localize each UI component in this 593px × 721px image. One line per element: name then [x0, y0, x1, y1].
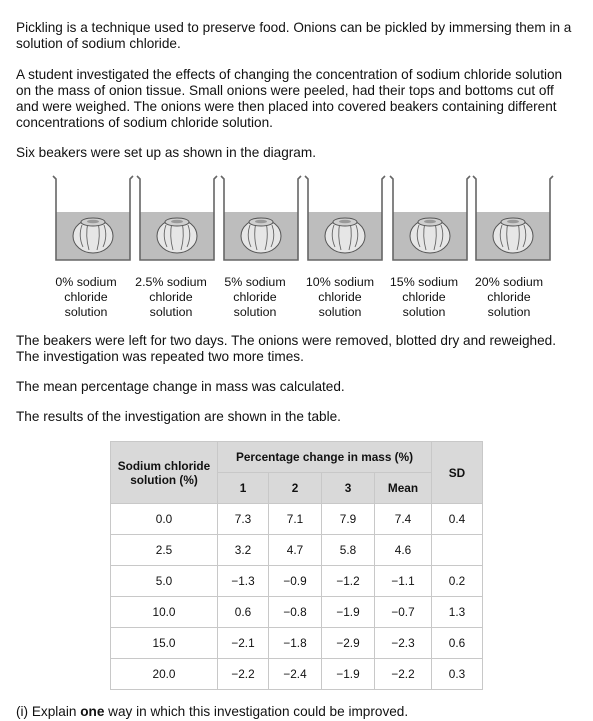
- trial-3-cell: −2.9: [322, 628, 375, 659]
- header-trial-3: 3: [322, 473, 375, 504]
- mean-cell: 4.6: [375, 535, 432, 566]
- beaker-label-line: 0% sodium: [55, 275, 117, 289]
- header-percentage-change: Percentage change in mass (%): [218, 442, 432, 473]
- mean-cell: −2.2: [375, 659, 432, 690]
- beaker-label-line: solution: [487, 305, 531, 319]
- beaker-label-3: [211, 275, 299, 320]
- trial-2-cell: −2.4: [269, 659, 322, 690]
- beaker-5: [389, 170, 471, 265]
- header-trial-1: 1: [218, 473, 269, 504]
- method-paragraph: The beakers were left for two days. The onions were removed, blotted dry and reweighed. The investigation was repeated two more times.: [16, 333, 557, 364]
- beaker-label-line: chloride: [64, 290, 108, 304]
- beaker-label-line: chloride: [402, 290, 446, 304]
- question-prefix: (i) Explain: [16, 704, 81, 719]
- calculation-paragraph: The mean percentage change in mass was calculated.: [16, 379, 345, 394]
- beaker-label-4: [296, 275, 384, 320]
- intro-paragraph-1: Pickling is a technique used to preserve food. Onions can be pickled by immersing them in a solution of sodium chloride.: [16, 20, 572, 51]
- sd-cell: 1.3: [432, 597, 483, 628]
- beaker-label-line: chloride: [318, 290, 362, 304]
- mean-cell: −1.1: [375, 566, 432, 597]
- beaker-label-6: [465, 275, 553, 320]
- trial-3-cell: 5.8: [322, 535, 375, 566]
- beaker-label-line: 5% sodium: [224, 275, 286, 289]
- trial-1-cell: 0.6: [218, 597, 269, 628]
- beaker-label-line: 20% sodium: [474, 275, 544, 289]
- trial-3-cell: −1.2: [322, 566, 375, 597]
- concentration-cell: 5.0: [111, 566, 218, 597]
- trial-2-cell: −0.8: [269, 597, 322, 628]
- table-row: [111, 659, 483, 690]
- concentration-cell: 2.5: [111, 535, 218, 566]
- trial-3-cell: 7.9: [322, 504, 375, 535]
- trial-2-cell: 7.1: [269, 504, 322, 535]
- table-row: [111, 597, 483, 628]
- results-table: [110, 441, 483, 690]
- trial-1-cell: −2.2: [218, 659, 269, 690]
- beaker-onion-icon: [220, 170, 302, 265]
- trial-3-cell: −1.9: [322, 659, 375, 690]
- beaker-label-line: chloride: [233, 290, 277, 304]
- sd-cell: 0.6: [432, 628, 483, 659]
- concentration-cell: 10.0: [111, 597, 218, 628]
- beaker-4: [304, 170, 386, 265]
- sd-cell: 0.4: [432, 504, 483, 535]
- beaker-label-5: [380, 275, 468, 320]
- beaker-6: [472, 170, 554, 265]
- concentration-cell: 15.0: [111, 628, 218, 659]
- beaker-label-line: chloride: [149, 290, 193, 304]
- table-row: [111, 504, 483, 535]
- header-trial-2: 2: [269, 473, 322, 504]
- sd-cell: [432, 535, 483, 566]
- trial-1-cell: −1.3: [218, 566, 269, 597]
- trial-2-cell: −1.8: [269, 628, 322, 659]
- header-sd: SD: [432, 442, 483, 504]
- results-intro-paragraph: The results of the investigation are shown in the table.: [16, 409, 341, 424]
- beaker-label-2: [127, 275, 215, 320]
- trial-1-cell: −2.1: [218, 628, 269, 659]
- mean-cell: 7.4: [375, 504, 432, 535]
- mean-cell: −0.7: [375, 597, 432, 628]
- question-emphasis: one: [80, 704, 105, 719]
- sd-cell: 0.2: [432, 566, 483, 597]
- question-i: [16, 704, 576, 720]
- intro-paragraph-3: Six beakers were set up as shown in the diagram.: [16, 145, 316, 160]
- trial-3-cell: −1.9: [322, 597, 375, 628]
- beaker-onion-icon: [472, 170, 554, 265]
- table-row: [111, 628, 483, 659]
- header-mean: Mean: [375, 473, 432, 504]
- beaker-label-line: 10% sodium: [305, 275, 375, 289]
- concentration-cell: 20.0: [111, 659, 218, 690]
- beaker-label-line: solution: [64, 305, 108, 319]
- table-row: [111, 535, 483, 566]
- beaker-label-line: solution: [318, 305, 362, 319]
- trial-2-cell: 4.7: [269, 535, 322, 566]
- beaker-onion-icon: [389, 170, 471, 265]
- beaker-label-1: [42, 275, 130, 320]
- beaker-2: [136, 170, 218, 265]
- sd-cell: 0.3: [432, 659, 483, 690]
- beaker-onion-icon: [52, 170, 134, 265]
- trial-1-cell: 7.3: [218, 504, 269, 535]
- table-row: [111, 566, 483, 597]
- beaker-1: [52, 170, 134, 265]
- mean-cell: −2.3: [375, 628, 432, 659]
- trial-2-cell: −0.9: [269, 566, 322, 597]
- intro-paragraph-2: A student investigated the effects of changing the concentration of sodium chloride solution on the mass of onion tissue. Small onions were peeled, had their tops and bottoms cut off and were weighed. The onions were then placed into covered beakers containing different concentrations of sodium chloride solution.: [16, 67, 563, 130]
- beaker-label-line: 2.5% sodium: [135, 275, 207, 289]
- beaker-onion-icon: [136, 170, 218, 265]
- beaker-onion-icon: [304, 170, 386, 265]
- header-solution: Sodium chloride solution (%): [111, 442, 218, 504]
- question-suffix: way in which this investigation could be improved.: [104, 704, 409, 719]
- beaker-label-line: solution: [233, 305, 277, 319]
- concentration-cell: 0.0: [111, 504, 218, 535]
- trial-1-cell: 3.2: [218, 535, 269, 566]
- beaker-3: [220, 170, 302, 265]
- beaker-diagram: [0, 170, 593, 320]
- beaker-label-line: solution: [402, 305, 446, 319]
- beaker-label-line: solution: [149, 305, 193, 319]
- beaker-label-line: chloride: [487, 290, 531, 304]
- beaker-label-line: 15% sodium: [389, 275, 459, 289]
